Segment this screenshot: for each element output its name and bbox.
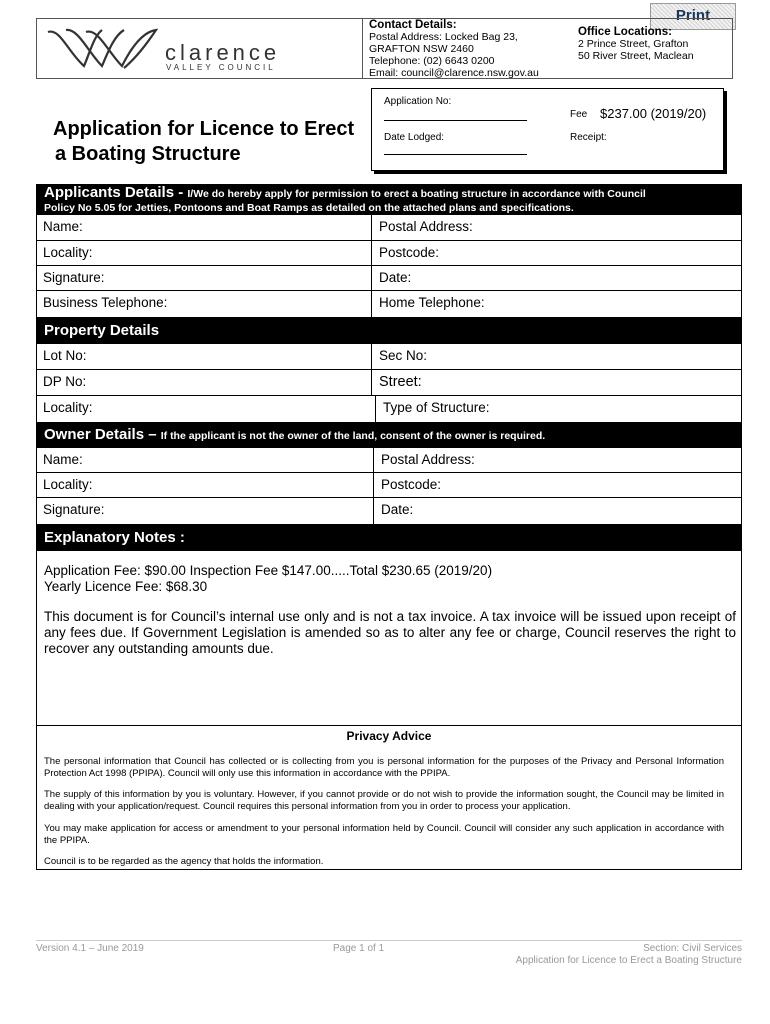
application-no-field[interactable] (384, 120, 527, 121)
owner-postcode-field[interactable]: Postcode: (381, 477, 442, 492)
form-row (36, 291, 742, 317)
owner-note: If the applicant is not the owner of the land, consent of the owner is required. (160, 430, 546, 442)
owner-date-field[interactable]: Date: (381, 502, 414, 517)
owner-locality-field[interactable]: Locality: (43, 477, 93, 492)
dp-no-field[interactable]: DP No: (43, 374, 87, 389)
footer-rule (36, 940, 742, 941)
notes-heading: Explanatory Notes : (44, 529, 185, 546)
sec-no-field[interactable]: Sec No: (379, 348, 428, 363)
page-number: Page 1 of 1 (333, 943, 385, 954)
postal-address-field[interactable]: Postal Address: (379, 219, 473, 234)
print-button[interactable]: Print (650, 3, 736, 30)
applicants-intro: I/We do hereby apply for permission to erect a boating structure in accordance with Council (187, 188, 646, 200)
applicants-intro-2: Policy No 5.05 for Jetties, Pontoons and Boat Ramps as detailed on the attached plans and specifications. (44, 202, 574, 214)
owner-name-field[interactable]: Name: (43, 452, 83, 467)
contact-details (369, 19, 539, 79)
owner-section-header (36, 422, 742, 448)
header-divider (362, 18, 363, 79)
office-line: 50 River Street, Maclean (578, 50, 694, 62)
fee-label: Fee (570, 109, 588, 120)
locality-field[interactable]: Locality: (43, 245, 93, 260)
wave-logo-icon (44, 22, 169, 77)
application-fee-text: Application Fee: $90.00 Inspection Fee $147.00.....Total $230.65 (2019/20) (44, 563, 493, 578)
contact-line: GRAFTON NSW 2460 (369, 43, 474, 55)
receipt-label: Receipt: (570, 132, 607, 143)
notes-section-header (36, 524, 742, 551)
privacy-paragraph: Council is to be regarded as the agency that holds the information. (44, 856, 324, 867)
footer-document-title: Application for Licence to Erect a Boating Structure (515, 955, 742, 966)
version-text: Version 4.1 – June 2019 (36, 943, 144, 954)
property-section-header (36, 317, 742, 344)
applicants-heading: Applicants Details (44, 184, 175, 201)
date-lodged-field[interactable] (384, 154, 527, 155)
application-no-label: Application No: (384, 96, 452, 107)
property-heading: Property Details (44, 322, 160, 339)
footer-section: Section: Civil Services (643, 943, 742, 954)
date-field[interactable]: Date: (379, 270, 412, 285)
street-field[interactable]: Street: (379, 374, 422, 390)
form-row (36, 241, 742, 266)
privacy-paragraph: You may make application for access or amendment to your personal information held by Council. Council will consider any such application in accordance with the PPIPA. (44, 823, 724, 846)
heading-dash: - (174, 184, 188, 201)
owner-heading: Owner Details (44, 426, 145, 443)
form-row (36, 396, 742, 422)
fee-summary (44, 563, 492, 595)
form-row (36, 473, 742, 498)
yearly-fee-text: Yearly Licence Fee: $68.30 (44, 579, 208, 594)
form-row (36, 448, 742, 473)
contact-heading: Contact Details: (369, 19, 457, 31)
name-field[interactable]: Name: (43, 219, 83, 234)
logo-subtitle: VALLEY COUNCIL (166, 63, 276, 72)
privacy-paragraph: The supply of this information by you is voluntary. However, if you cannot provide or do not wish to provide the information sought, the Council may be limited in dealing with your application/request. Council requires this personal information from you in order to process your application. (44, 789, 724, 812)
fee-value: $237.00 (2019/20) (600, 106, 707, 121)
contact-line: Telephone: (02) 6643 0200 (369, 55, 495, 67)
property-locality-field[interactable]: Locality: (43, 400, 93, 415)
section-divider (36, 725, 742, 726)
office-locations (578, 26, 694, 62)
lot-no-field[interactable]: Lot No: (43, 348, 87, 363)
contact-line: Postal Address: Locked Bag 23, (369, 31, 518, 43)
privacy-paragraph: The personal information that Council has collected or is collecting from you is personal information for the purposes of the Privacy and Personal Information Protection Act 1998 (PPIPA). Council will only use this information in accordance with the PPIPA. (44, 756, 724, 779)
privacy-heading: Privacy Advice (346, 729, 432, 743)
date-lodged-label: Date Lodged: (384, 132, 445, 143)
heading-dash: – (144, 426, 161, 443)
form-row (36, 344, 742, 370)
home-telephone-field[interactable]: Home Telephone: (379, 295, 485, 310)
owner-signature-field[interactable]: Signature: (43, 502, 105, 517)
postcode-field[interactable]: Postcode: (379, 245, 440, 260)
applicants-section-header (36, 184, 742, 215)
office-line: 2 Prince Street, Grafton (578, 38, 689, 50)
contact-line: Email: council@clarence.nsw.gov.au (369, 67, 539, 79)
form-row (36, 266, 742, 291)
title-line: Application for Licence to Erect (53, 118, 355, 140)
logo-wordmark: clarence (165, 40, 281, 65)
owner-postal-address-field[interactable]: Postal Address: (381, 452, 475, 467)
business-telephone-field[interactable]: Business Telephone: (43, 295, 168, 310)
type-of-structure-field[interactable]: Type of Structure: (383, 400, 490, 415)
form-row (36, 370, 742, 396)
tax-invoice-notice: This document is for Council’s internal use only and is not a tax invoice. A tax invoice will be issued upon receipt of any fees due. If Government Legislation is amended so as to alter any fee or charge, Council reserves the right to recover any outstanding amounts due. (44, 609, 736, 656)
form-row (36, 498, 742, 524)
form-row (36, 215, 742, 241)
title-line: a Boating Structure (55, 143, 241, 165)
office-heading: Office Locations: (578, 26, 672, 38)
page-title (53, 117, 354, 167)
signature-field[interactable]: Signature: (43, 270, 105, 285)
